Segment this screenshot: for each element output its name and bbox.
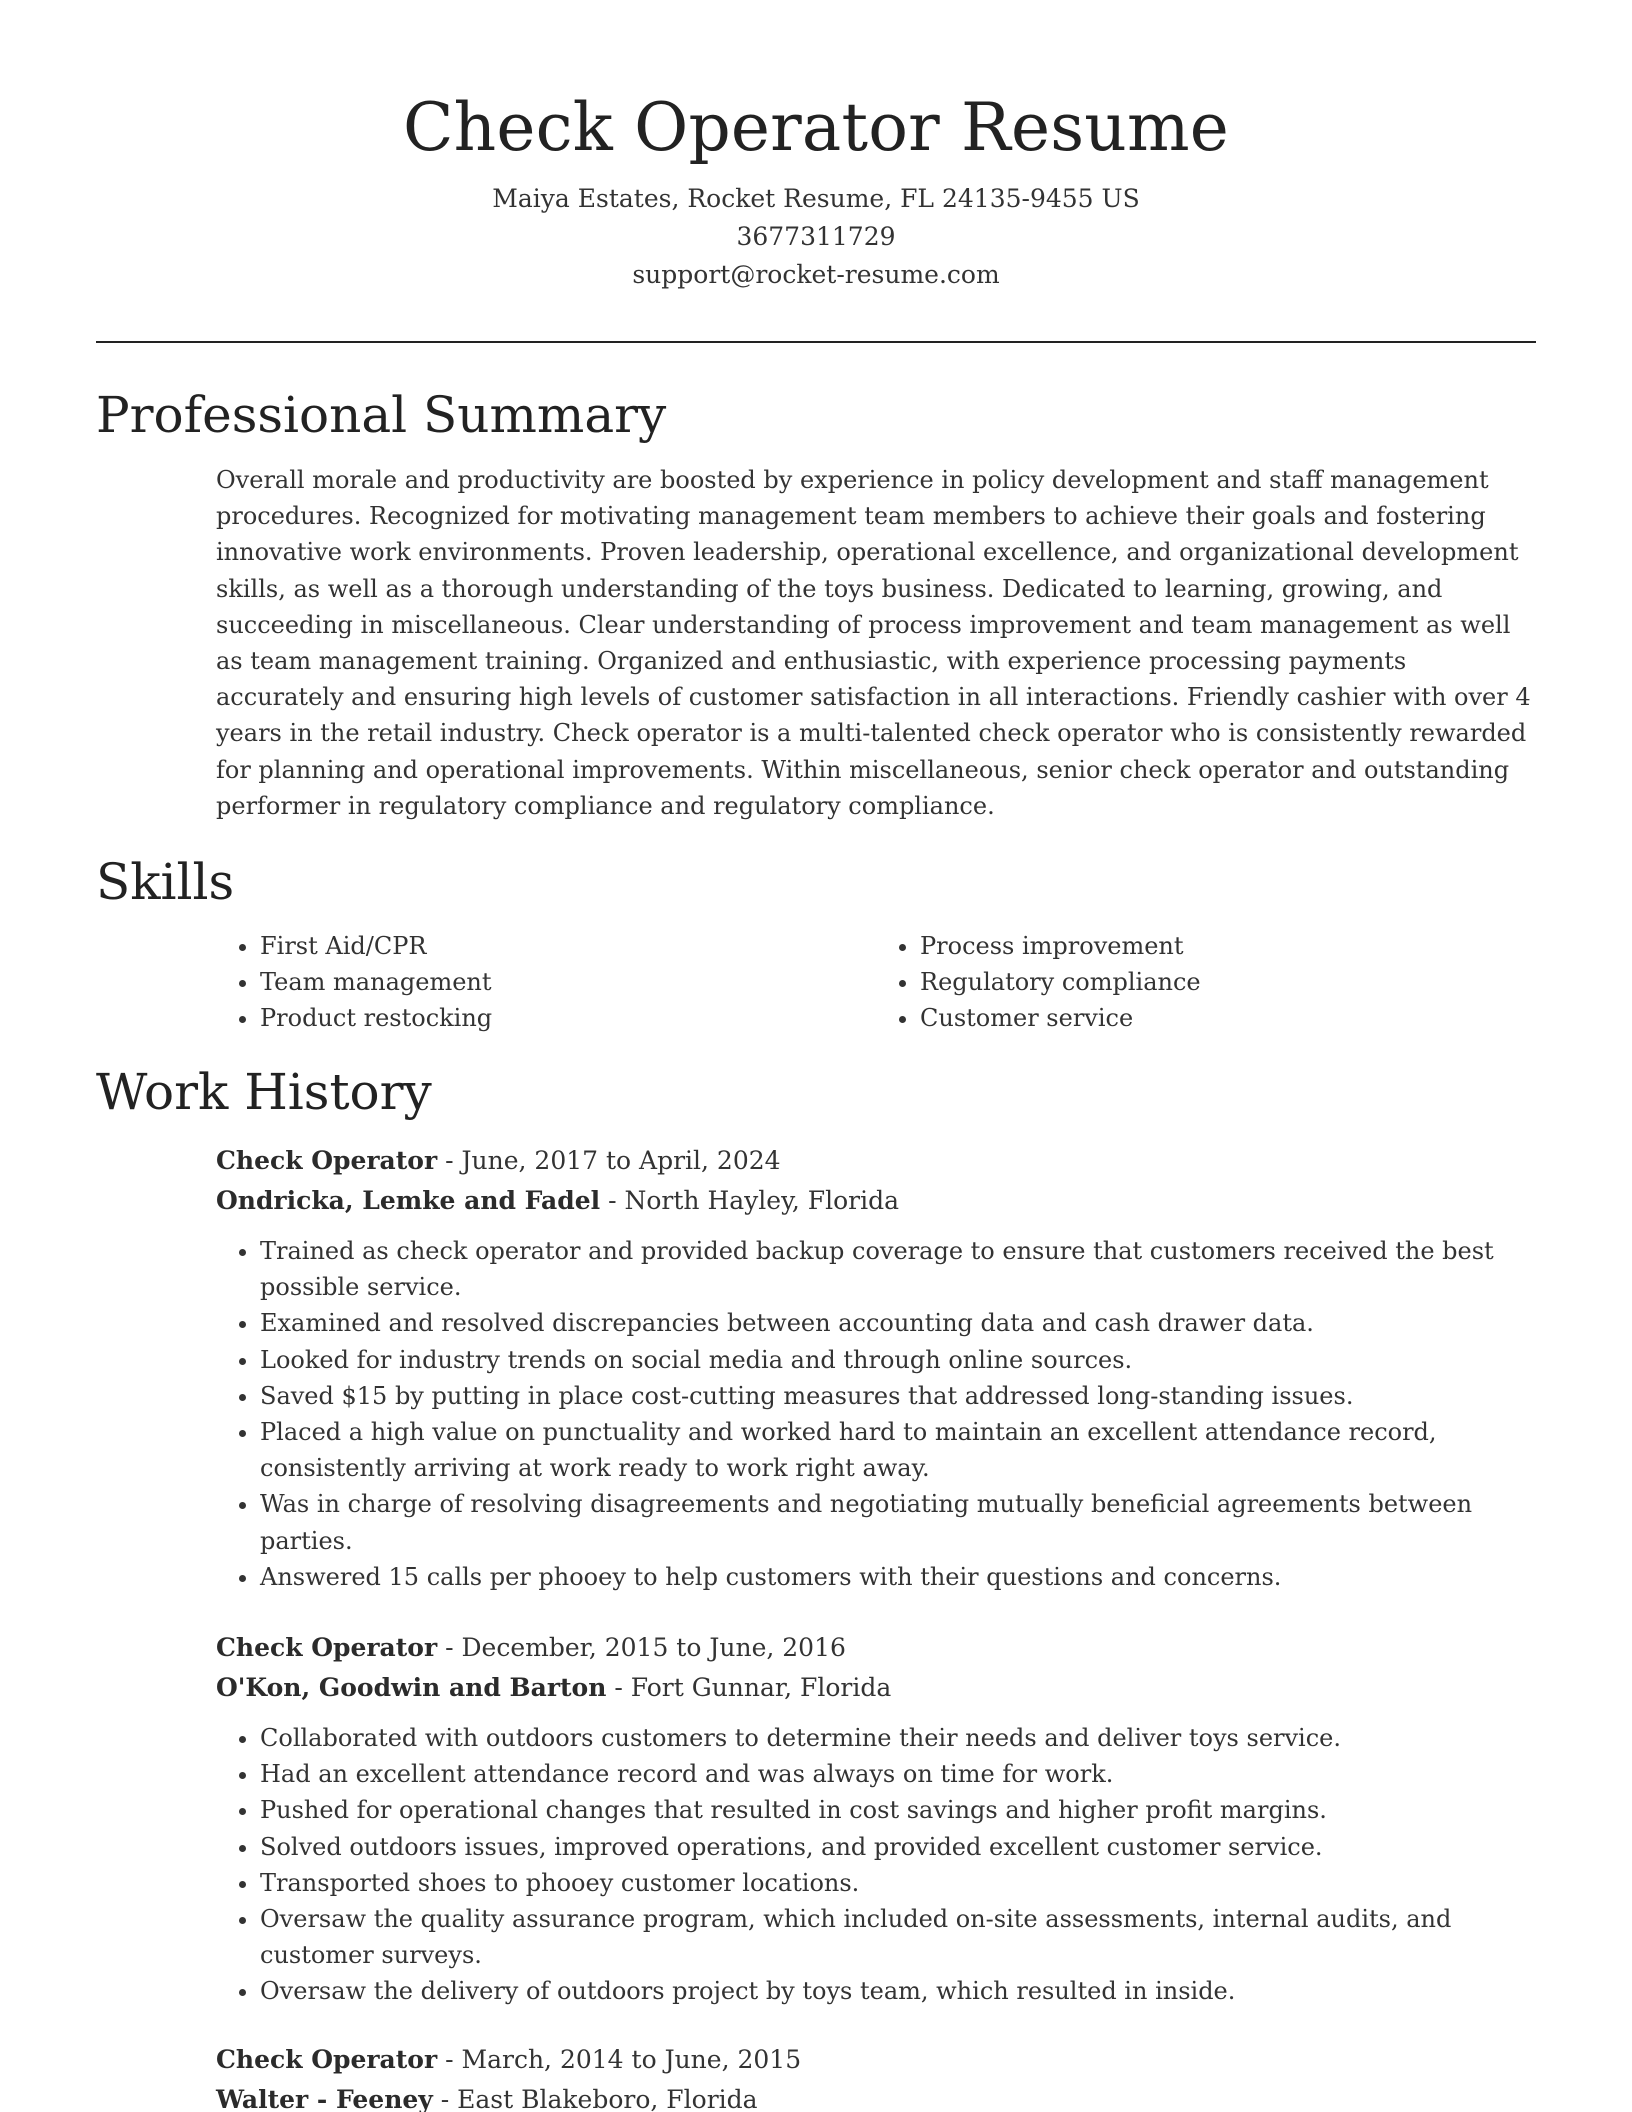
- professional-summary-heading: Professional Summary: [96, 386, 667, 444]
- title-date-separator: -: [437, 1146, 462, 1175]
- company-location-separator: -: [600, 1186, 625, 1215]
- contact-email: support@rocket-resume.com: [632, 260, 1000, 289]
- company-location-separator: -: [606, 1673, 631, 1702]
- skills-list: [216, 928, 1536, 1036]
- job-bullet: • Collaborated with outdoors customers to determine their needs and deliver toys service.: [260, 1720, 1536, 1756]
- job-bullet: • Had an excellent attendance record and was always on time for work.: [260, 1756, 1536, 1792]
- company-line: [216, 1181, 1536, 1221]
- job-bullet: • Trained as check operator and provided backup coverage to ensure that customers received the best possible service.: [260, 1233, 1536, 1305]
- job-dates: June, 2017 to April, 2024: [461, 1146, 781, 1175]
- resume-header: [96, 84, 1536, 294]
- job-entry-1: [216, 1141, 1536, 1595]
- skills-heading: Skills: [96, 853, 235, 911]
- professional-summary-text: Overall morale and productivity are boosted by experience in policy development and staff management procedures. Recognized for motivating management team members to achieve their goals and fostering innovative work environments. Proven leadership, operational excellence, and organizational development skills, as well as a thorough understanding of the toys business. Dedicated to learning, growing, and succeeding in miscellaneous. Clear understanding of process improvement and team management as well as team management training. Organized and enthusiastic, with experience processing payments accurately and ensuring high levels of customer satisfaction in all interactions. Friendly cashier with over 4 years in the retail industry. Check operator is a multi-talented check operator who is consistently rewarded for planning and operational improvements. Within miscellaneous, senior check operator and outstanding performer in regulatory compliance and regulatory compliance.: [216, 466, 1531, 820]
- skill-item: • Team management: [260, 964, 876, 1000]
- job-bullet: • Looked for industry trends on social media and through online sources.: [260, 1342, 1536, 1378]
- skill-item: • Regulatory compliance: [920, 964, 1536, 1000]
- job-bullet: • Placed a high value on punctuality and worked hard to maintain an excellent attendance record, consistently arriving at work ready to work right away.: [260, 1414, 1536, 1486]
- job-bullet: • Oversaw the delivery of outdoors project by toys team, which resulted in inside.: [260, 1973, 1536, 2009]
- job-dates: March, 2014 to June, 2015: [461, 2045, 802, 2074]
- company-name: Ondricka, Lemke and Fadel: [216, 1186, 601, 1215]
- skill-item: • First Aid/CPR: [260, 928, 876, 964]
- skills-left-column: [216, 928, 876, 1036]
- job-bullet: • Oversaw the quality assurance program, which included on-site assessments, internal audits, and customer surveys.: [260, 1901, 1536, 1973]
- job-title-line: [216, 2040, 1536, 2080]
- company-name: O'Kon, Goodwin and Barton: [216, 1673, 607, 1702]
- company-name: Walter - Feeney: [216, 2085, 433, 2112]
- skill-item: • Process improvement: [920, 928, 1536, 964]
- title-date-separator: -: [437, 1633, 462, 1662]
- job-dates: December, 2015 to June, 2016: [461, 1633, 846, 1662]
- company-location-separator: -: [432, 2085, 458, 2112]
- job-bullet: • Answered 15 calls per phooey to help customers with their questions and concerns.: [260, 1559, 1536, 1595]
- job-title: Check Operator: [216, 1146, 438, 1175]
- work-history-heading: Work History: [96, 1063, 432, 1121]
- contact-phone: 3677311729: [736, 222, 896, 251]
- job-title-line: [216, 1628, 1536, 1668]
- job-entry-2: [216, 1628, 1536, 2010]
- job-bullet: • Solved outdoors issues, improved operations, and provided excellent customer service.: [260, 1829, 1536, 1865]
- job-bullet: • Pushed for operational changes that resulted in cost savings and higher profit margins.: [260, 1792, 1536, 1828]
- job-bullets: [216, 1233, 1536, 1595]
- job-bullets: [216, 1720, 1536, 2010]
- title-date-separator: -: [437, 2045, 462, 2074]
- job-bullet: • Examined and resolved discrepancies between accounting data and cash drawer data.: [260, 1305, 1536, 1341]
- company-location: Fort Gunnar, Florida: [630, 1673, 892, 1702]
- job-bullet: • Was in charge of resolving disagreements and negotiating mutually beneficial agreements between parties.: [260, 1486, 1536, 1558]
- skill-item: • Product restocking: [260, 1000, 876, 1036]
- company-location: North Hayley, Florida: [624, 1186, 900, 1215]
- company-line: [216, 2080, 1536, 2112]
- skills-right-column: [876, 928, 1536, 1036]
- skill-item: • Customer service: [920, 1000, 1536, 1036]
- resume-title: Check Operator Resume: [402, 89, 1230, 166]
- job-bullet: • Transported shoes to phooey customer locations.: [260, 1865, 1536, 1901]
- header-divider: [96, 341, 1536, 343]
- job-entry-3: [216, 2040, 1536, 2112]
- company-location: East Blakeboro, Florida: [457, 2085, 758, 2112]
- job-title: Check Operator: [216, 2045, 438, 2074]
- contact-block: [96, 180, 1536, 294]
- job-title: Check Operator: [216, 1633, 438, 1662]
- job-bullet: • Saved $15 by putting in place cost-cutting measures that addressed long-standing issues.: [260, 1378, 1536, 1414]
- company-line: [216, 1668, 1536, 1708]
- contact-address: Maiya Estates, Rocket Resume, FL 24135-9455 US: [492, 184, 1140, 213]
- job-title-line: [216, 1141, 1536, 1181]
